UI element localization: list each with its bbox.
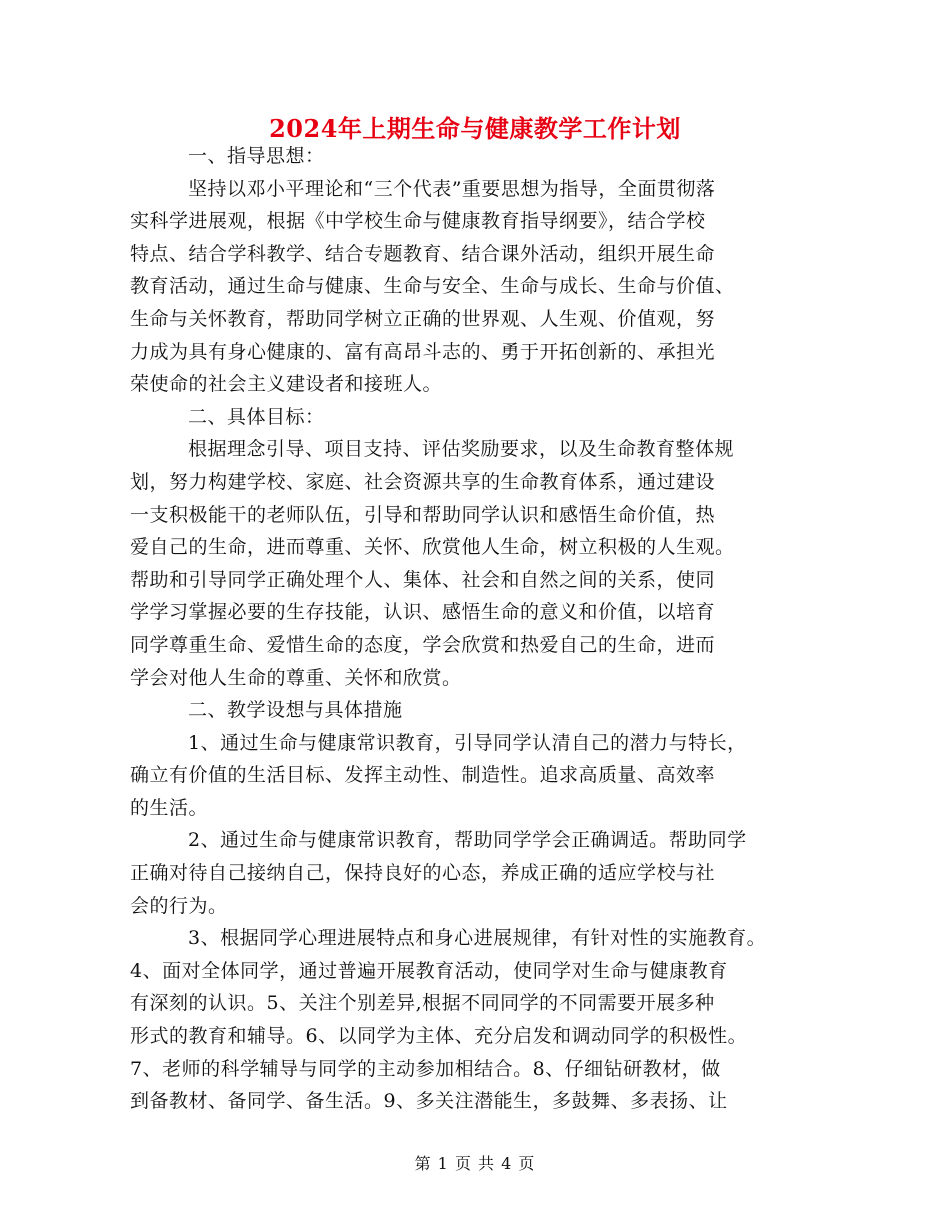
paragraph-line: 实科学进展观，根据《中学校生命与健康教育指导纲要》，结合学校	[130, 210, 706, 233]
paragraph-line: 7、老师的科学辅导与同学的主动参加相结合。8、仔细钻研教材，做	[130, 1057, 721, 1080]
paragraph-line: 形式的教育和辅导。6、以同学为主体、充分启发和调动同学的积极性。	[130, 1025, 748, 1048]
paragraph-line: 教育活动，通过生命与健康、生命与安全、生命与成长、生命与价值、	[130, 275, 735, 298]
paragraph-line: 生命与关怀教育，帮助同学树立正确的世界观、人生观、价值观，努	[130, 307, 716, 330]
paragraph-line: 3、根据同学心理进展特点和身心进展规律，有针对性的实施教育。	[188, 927, 767, 950]
paragraph-line: 同学尊重生命、爱惜生命的态度，学会欣赏和热爱自己的生命，进而	[130, 633, 716, 656]
paragraph-line: 特点、结合学科教学、结合专题教育、结合课外活动，组织开展生命	[130, 242, 716, 265]
paragraph-line: 学学习掌握必要的生存技能，认识、感悟生命的意义和价值，以培育	[130, 601, 716, 624]
page-footer: 第 1 页 共 4 页	[414, 1154, 536, 1173]
paragraph-line: 到备教材、备同学、备生活。9、多关注潜能生，多鼓舞、多表扬、让	[130, 1090, 728, 1113]
paragraph-line: 确立有价值的生活目标、发挥主动性、制造性。追求高质量、高效率	[130, 764, 716, 787]
section-heading: 二、教学设想与具体措施	[188, 699, 403, 722]
paragraph-line: 一支积极能干的老师队伍，引导和帮助同学认识和感悟生命价值，热	[130, 503, 716, 526]
paragraph-line: 爱自己的生命，进而尊重、关怀、欣赏他人生命，树立积极的人生观。	[130, 536, 735, 559]
section-heading: 二、具体目标：	[188, 405, 325, 428]
paragraph-line: 荣使命的社会主义建设者和接班人。	[130, 373, 443, 396]
paragraph-line: 1、通过生命与健康常识教育，引导同学认清自己的潜力与特长，	[188, 731, 747, 754]
paragraph-line: 坚持以邓小平理论和“三个代表”重要思想为指导，全面贯彻落	[188, 177, 716, 200]
paragraph-line: 根据理念引导、项目支持、评估奖励要求，以及生命教育整体规	[188, 438, 735, 461]
paragraph-line: 4、面对全体同学，通过普遍开展教育活动，使同学对生命与健康教育	[130, 959, 728, 982]
paragraph-line: 划，努力构建学校、家庭、社会资源共享的生命教育体系，通过建设	[130, 470, 716, 493]
document-title: 2024年上期生命与健康教学工作计划	[269, 114, 681, 143]
document-body	[130, 140, 830, 1118]
paragraph-line: 力成为具有身心健康的、富有高昂斗志的、勇于开拓创新的、承担光	[130, 340, 716, 363]
paragraph-line: 会的行为。	[130, 894, 228, 917]
paragraph-line: 有深刻的认识。5、关注个别差异,根据不同同学的不同需要开展多种	[130, 992, 715, 1015]
paragraph-line: 正确对待自己接纳自己，保持良好的心态，养成正确的适应学校与社	[130, 862, 716, 885]
paragraph-line: 帮助和引导同学正确处理个人、集体、社会和自然之间的关系，使同	[130, 568, 716, 591]
paragraph-line: 2、通过生命与健康常识教育，帮助同学学会正确调适。帮助同学	[188, 829, 747, 852]
paragraph-line: 的生活。	[130, 796, 209, 819]
paragraph-line: 学会对他人生命的尊重、关怀和欣赏。	[130, 666, 462, 689]
section-heading: 一、指导思想：	[188, 145, 325, 167]
